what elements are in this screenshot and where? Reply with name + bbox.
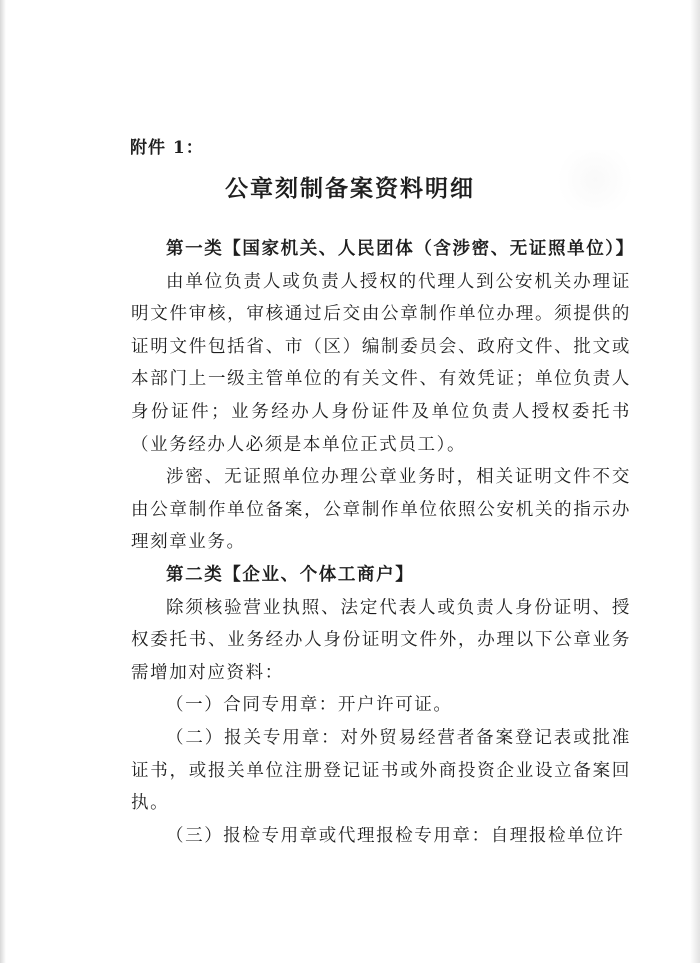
category-1-heading: 第一类【国家机关、人民团体（含涉密、无证照单位）】 xyxy=(166,239,635,259)
document-body xyxy=(131,233,635,852)
category-2-heading: 第二类【企业、个体工商户】 xyxy=(166,564,415,585)
contract-seal-item: （一）合同专用章：开户许可证。 xyxy=(166,695,453,716)
customs-seal-item: （二）报关专用章：对外贸易经营者备案登记表或批准证书，或报关单位注册登记证书或外商投资企业设立备案回执。 xyxy=(131,727,631,814)
category-1-paragraph-2: 涉密、无证照单位办理公章业务时，相关证明文件不交由公章制作单位备案，公章制作单位依照公安机关的指示办理刻章业务。 xyxy=(131,467,631,553)
category-1-paragraph-1: 由单位负责人或负责人授权的代理人到公安机关办理证明文件审核，审核通过后交由公章制作单位办理。须提供的证明文件包括省、市（区）编制委员会、政府文件、批文或本部门上一级主管单位的有关文件、有效凭证；单位负责人身份证件；业务经办人身份证件及单位负责人授权委托书（业务经办人必须是本单位正式员工）。 xyxy=(131,271,631,455)
attachment-label: 附件 1： xyxy=(130,138,204,158)
inspection-seal-item: （三）报检专用章或代理报检专用章：自理报检单位许 xyxy=(166,825,625,846)
document-title: 公章刻制备案资料明细 xyxy=(225,175,475,202)
category-2-paragraph-1: 除须核验营业执照、法定代表人或负责人身份证明、授权委托书、业务经办人身份证明文件外，办理以下公章业务需增加对应资料： xyxy=(131,597,631,683)
